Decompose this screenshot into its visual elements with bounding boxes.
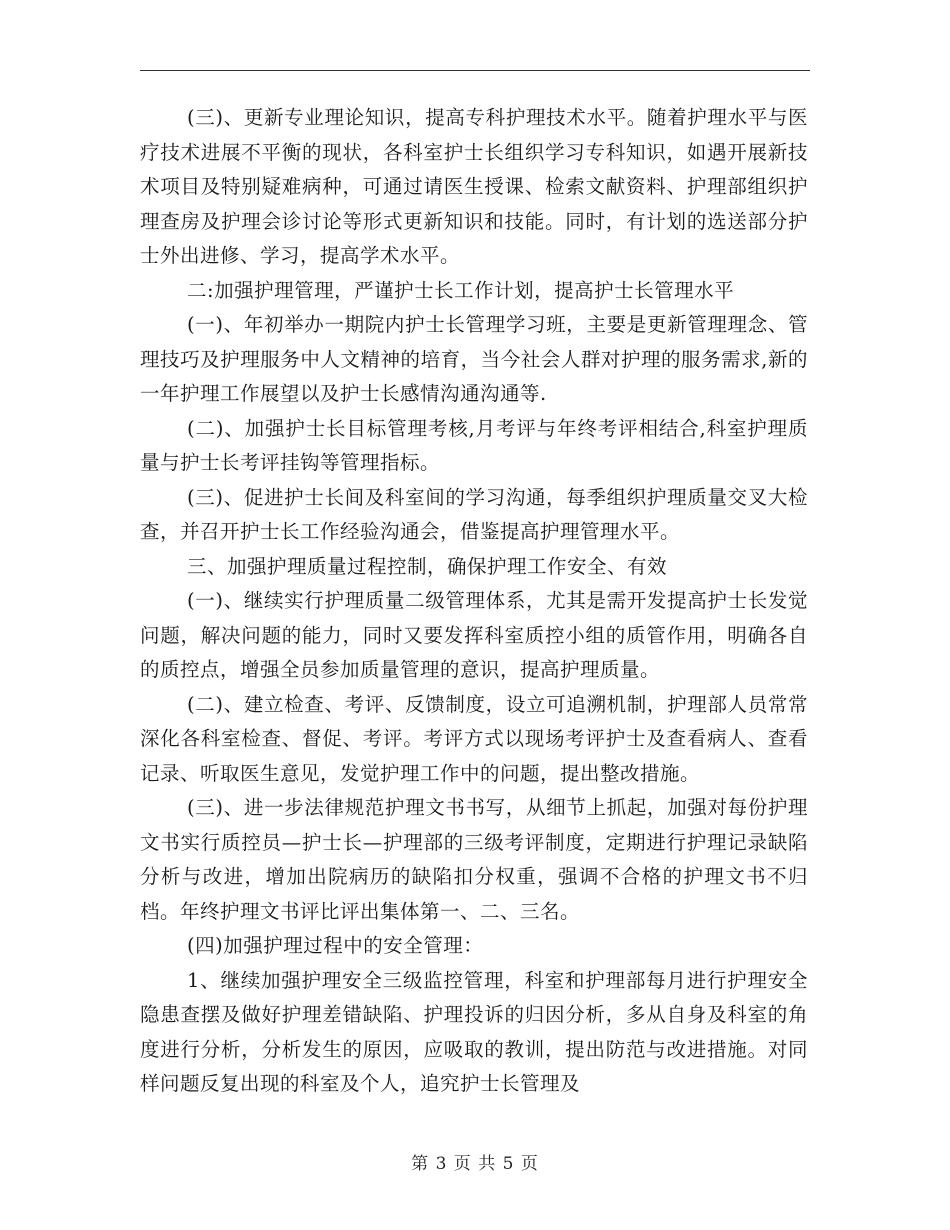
page-number-footer: 第 3 页 共 5 页 [411, 1154, 539, 1174]
paragraph-4: (二)、加强护士长目标管理考核,月考评与年终考评相结合,科室护理质量与护士长考评挂钩等管理指标。 [140, 416, 808, 474]
paragraph-3: (一)、年初举办一期院内护士长管理学习班，主要是更新管理理念、管理技巧及护理服务中人文精神的培育，当今社会人群对护理的服务需求,新的一年护理工作展望以及护士长感情沟通沟通等. [140, 313, 808, 405]
paragraph-11: 1、继续加强护理安全三级监控管理，科室和护理部每月进行护理安全隐患查摆及做好护理差错缺陷、护理投诉的归因分析，多从自身及科室的角度进行分析，分析发生的原因，应吸取的教训，提出防范与改进措施。对同样问题反复出现的科室及个人，追究护士长管理及 [140, 968, 808, 1095]
section-heading-2: 二:加强护理管理，严谨护士长工作计划，提高护士长管理水平 [187, 278, 735, 302]
header-rule [140, 70, 810, 71]
section-heading-3: 三、加强护理质量过程控制，确保护理工作安全、有效 [187, 554, 668, 578]
paragraph-5: (三)、促进护士长间及科室间的学习沟通，每季组织护理质量交叉大检查，并召开护士长工作经验沟通会，借鉴提高护理管理水平。 [140, 485, 808, 543]
paragraph-1: (三)、更新专业理论知识，提高专科护理技术水平。随着护理水平与医疗技术进展不平衡的现状，各科室护士长组织学习专科知识，如遇开展新技术项目及特别疑难病种，可通过请医生授课、检索文献资料、护理部组织护理查房及护理会诊讨论等形式更新知识和技能。同时，有计划的选送部分护士外出进修、学习，提高学术水平。 [140, 106, 808, 267]
paragraph-7: (一)、继续实行护理质量二级管理体系，尤其是需开发提高护士长发觉问题，解决问题的能力，同时又要发挥科室质控小组的质管作用，明确各自的质控点，增强全员参加质量管理的意识，提高护理质量。 [140, 589, 808, 681]
paragraph-8: (二)、建立检查、考评、反馈制度，设立可追溯机制，护理部人员常常深化各科室检查、督促、考评。考评方式以现场考评护士及查看病人、查看记录、听取医生意见，发觉护理工作中的问题，提出整改措施。 [140, 692, 808, 785]
paragraph-9: (三)、进一步法律规范护理文书书写，从细节上抓起，加强对每份护理文书实行质控员—护士长—护理部的三级考评制度，定期进行护理记录缺陷分析与改进，增加出院病历的缺陷扣分权重，强调不合格的护理文书不归档。年终护理文书评比评出集体第一、二、三名。 [140, 796, 808, 923]
subheading-safety: (四)加强护理过程中的安全管理： [187, 934, 484, 957]
document-body [140, 101, 808, 1102]
